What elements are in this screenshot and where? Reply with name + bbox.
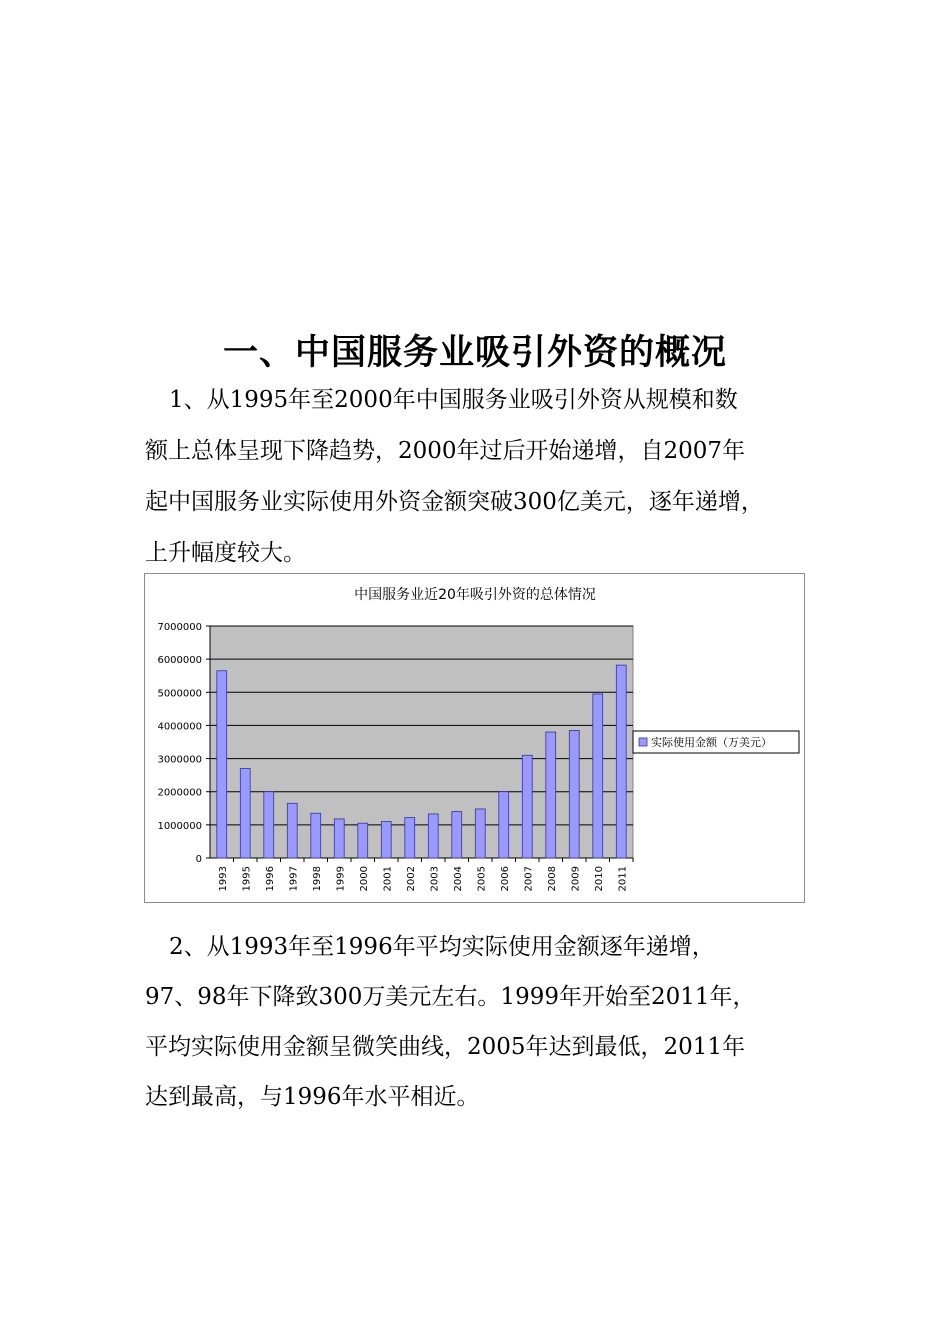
y-tick-label: 3000000 — [157, 754, 202, 766]
y-tick-label: 0 — [195, 854, 202, 865]
x-tick-label: 1996 — [264, 866, 276, 892]
bar — [499, 792, 509, 858]
x-tick-label: 2007 — [523, 866, 535, 892]
x-tick-label: 2008 — [546, 866, 558, 892]
x-tick-label: 1997 — [288, 866, 300, 892]
x-tick-label: 2002 — [405, 866, 417, 892]
y-tick-label: 6000000 — [157, 655, 202, 667]
bar — [405, 818, 415, 858]
y-tick-label: 1000000 — [157, 820, 202, 832]
x-tick-label: 2009 — [570, 866, 582, 892]
bar — [452, 812, 462, 858]
bar — [428, 814, 438, 858]
x-tick-label: 2003 — [429, 866, 441, 892]
bar — [546, 732, 556, 858]
paragraph-1-line: 上升幅度较大。 — [145, 540, 306, 566]
chart-title: 中国服务业近20年吸引外资的总体情况 — [354, 587, 596, 603]
bar — [381, 822, 391, 858]
legend-swatch — [639, 738, 647, 746]
bar — [522, 755, 532, 858]
bar — [616, 665, 626, 858]
x-tick-label: 1995 — [241, 866, 253, 892]
paragraph-1-line: 额上总体呈现下降趋势，2000年过后开始递增，自2007年 — [145, 438, 746, 464]
paragraph-2-line: 平均实际使用金额呈微笑曲线，2005年达到最低，2011年 — [145, 1034, 746, 1060]
paragraph-1-line: 起中国服务业实际使用外资金额突破300亿美元，逐年递增， — [145, 489, 764, 515]
bar — [358, 823, 368, 858]
bar — [593, 694, 603, 858]
x-tick-label: 2001 — [382, 866, 394, 892]
y-tick-label: 2000000 — [157, 787, 202, 799]
y-tick-label: 5000000 — [157, 688, 202, 700]
bar — [287, 803, 297, 858]
x-tick-label: 2000 — [358, 866, 370, 892]
x-tick-label: 2006 — [499, 866, 511, 892]
x-tick-label: 2005 — [476, 866, 488, 892]
paragraph-1-line: 1、从1995年至2000年中国服务业吸引外资从规模和数 — [169, 387, 738, 413]
x-tick-label: 2010 — [593, 866, 605, 892]
x-tick-label: 1993 — [217, 866, 229, 892]
bar — [569, 730, 579, 858]
x-tick-label: 2011 — [617, 866, 629, 892]
bar — [240, 769, 250, 858]
paragraph-2-line: 2、从1993年至1996年平均实际使用金额逐年递增， — [169, 934, 715, 960]
bar — [475, 809, 485, 858]
y-tick-label: 7000000 — [157, 622, 202, 633]
bar — [334, 819, 344, 858]
bar — [264, 792, 274, 858]
bar — [311, 813, 321, 858]
x-tick-label: 1998 — [311, 866, 323, 892]
chart-container — [144, 573, 805, 903]
y-tick-label: 4000000 — [157, 721, 202, 733]
paragraph-2-line: 达到最高，与1996年水平相近。 — [145, 1084, 480, 1110]
legend-label: 实际使用金额（万美元） — [651, 736, 772, 749]
bar-chart — [145, 574, 806, 904]
x-tick-label: 1999 — [335, 866, 347, 892]
section-heading: 一、中国服务业吸引外资的概况 — [222, 333, 727, 373]
bar — [217, 671, 227, 858]
x-tick-label: 2004 — [452, 866, 464, 892]
paragraph-2-line: 97、98年下降致300万美元左右。1999年开始至2011年， — [145, 984, 756, 1010]
